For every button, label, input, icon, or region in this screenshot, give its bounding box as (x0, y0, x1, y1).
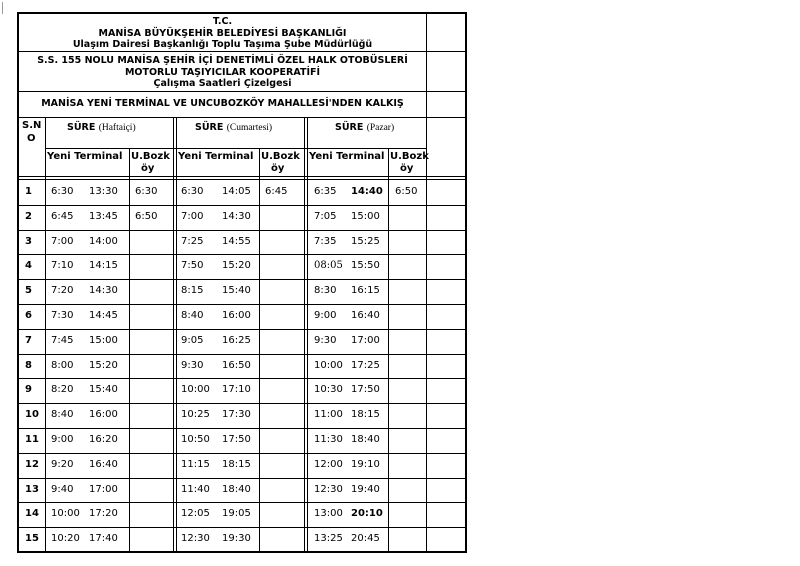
row-number: 15 (25, 533, 39, 545)
row-number: 5 (25, 285, 32, 297)
time-cell: 7:00 (51, 235, 74, 247)
time-cell: 8:20 (51, 384, 74, 396)
time-cell: 16:00 (89, 409, 118, 421)
time-cell: 16:15 (351, 285, 380, 297)
time-cell: 6:30 (135, 186, 158, 197)
time-cell: 10:00 (181, 384, 210, 396)
time-cell: 9:30 (181, 359, 204, 371)
time-cell: 6:45 (51, 210, 74, 222)
time-cell: 13:30 (89, 186, 118, 197)
header-line-tc: T.C. (212, 16, 233, 27)
time-cell: 6:30 (181, 186, 204, 197)
header-line-cooperative-type: MOTORLU TAŞIYICILAR KOOPERATİFİ (124, 66, 321, 78)
time-cell: 9:00 (51, 434, 74, 445)
time-cell: 17:20 (89, 508, 118, 520)
time-cell: 08:05 (314, 260, 343, 272)
time-cell: 15:50 (351, 260, 380, 272)
sure-label: SÜRE (335, 122, 364, 133)
time-cell: 18:15 (222, 458, 251, 470)
col-saturday-ubozkoy-1: U.Bozk (261, 151, 300, 162)
time-cell: 18:40 (351, 434, 380, 445)
page-corner-mark (2, 2, 4, 14)
time-cell: 10:20 (51, 533, 80, 545)
time-cell: 11:00 (314, 409, 343, 421)
time-cell: 17:00 (351, 334, 380, 346)
time-cell: 6:35 (314, 186, 337, 197)
time-cell: 10:50 (181, 434, 210, 445)
time-cell: 7:20 (51, 285, 74, 297)
time-cell: 8:40 (181, 310, 204, 321)
row-number: 10 (25, 409, 39, 421)
time-cell: 15:20 (89, 359, 118, 371)
time-cell: 14:00 (89, 235, 118, 247)
time-cell: 7:10 (51, 260, 74, 272)
time-cell: 9:05 (181, 334, 204, 346)
time-cell: 6:30 (51, 186, 74, 197)
col-saturday-ubozkoy-2: öy (271, 163, 285, 174)
time-cell: 16:25 (222, 334, 251, 346)
time-cell: 13:45 (89, 210, 118, 222)
time-cell: 15:00 (351, 210, 380, 222)
col-weekday-ubozkoy-2: öy (141, 163, 155, 174)
time-cell: 14:15 (89, 260, 118, 272)
time-cell: 8:30 (314, 285, 337, 297)
time-cell: 16:00 (222, 310, 251, 321)
time-cell: 14:30 (89, 285, 118, 297)
header-line-department: Ulaşım Dairesi Başkanlığı Toplu Taşıma Şube Müdürlüğü (72, 39, 373, 50)
time-cell: 20:45 (351, 533, 380, 545)
time-cell: 17:25 (351, 359, 380, 371)
time-cell: 19:10 (351, 458, 380, 470)
time-cell: 14:40 (351, 186, 383, 197)
time-cell: 15:40 (222, 285, 251, 297)
time-cell: 14:45 (89, 310, 118, 321)
time-cell: 10:30 (314, 384, 343, 396)
col-sno-line2: O (27, 133, 36, 144)
time-cell: 7:25 (181, 235, 204, 247)
time-cell: 19:05 (222, 508, 251, 520)
col-sunday-ubozkoy-2: öy (400, 163, 414, 174)
time-cell: 18:40 (222, 483, 251, 495)
time-cell: 9:40 (51, 483, 74, 495)
time-cell: 15:25 (351, 235, 380, 247)
header-line-cooperative-name: S.S. 155 NOLU MANİSA ŞEHİR İÇİ DENETİMLİ ÖZEL HALK OTOBÜSLERİ (37, 55, 408, 66)
time-cell: 12:30 (181, 533, 210, 545)
row-number: 6 (25, 310, 32, 321)
time-cell: 11:15 (181, 458, 210, 470)
time-cell: 16:40 (351, 310, 380, 321)
header-line-schedule-title: Çalışma Saatleri Çizelgesi (153, 78, 292, 89)
time-cell: 9:00 (314, 310, 337, 321)
time-cell: 13:25 (314, 533, 343, 545)
row-number: 7 (25, 334, 32, 346)
row-number: 2 (25, 210, 32, 222)
time-cell: 17:40 (89, 533, 118, 545)
row-number: 12 (25, 458, 39, 470)
time-cell: 17:50 (222, 434, 251, 445)
col-sunday-yeni-terminal: Yeni Terminal (309, 151, 385, 162)
sure-label: SÜRE (67, 122, 96, 133)
time-cell: 12:05 (181, 508, 210, 520)
group-sunday-heading (335, 122, 394, 133)
row-number: 11 (25, 434, 39, 445)
time-cell: 18:15 (351, 409, 380, 421)
time-cell: 6:50 (395, 186, 418, 197)
time-cell: 11:30 (314, 434, 343, 445)
col-sunday-ubozkoy-1: U.Bozk (390, 151, 429, 162)
time-cell: 17:50 (351, 384, 380, 396)
row-number: 9 (25, 384, 32, 396)
row-number: 3 (25, 235, 32, 247)
row-number: 13 (25, 483, 39, 495)
header-line-municipality: MANİSA BÜYÜKŞEHİR BELEDİYESİ BAŞKANLIĞI (98, 27, 347, 39)
route-title: MANİSA YENİ TERMİNAL VE UNCUBOZKÖY MAHALLESİ'NDEN KALKIŞ (41, 98, 404, 109)
table-grid (19, 14, 467, 553)
col-saturday-yeni-terminal: Yeni Terminal (178, 151, 254, 162)
time-cell: 8:15 (181, 285, 204, 297)
time-cell: 7:50 (181, 260, 204, 272)
time-cell: 10:00 (51, 508, 80, 520)
col-weekday-ubozkoy-1: U.Bozk (131, 151, 170, 162)
time-cell: 12:00 (314, 458, 343, 470)
time-cell: 15:20 (222, 260, 251, 272)
time-cell: 7:35 (314, 235, 337, 247)
schedule-sheet (17, 12, 467, 553)
col-sno-line1: S.N (22, 120, 42, 131)
sunday-label: (Pazar) (366, 123, 395, 133)
time-cell: 19:30 (222, 533, 251, 545)
time-cell: 14:55 (222, 235, 251, 247)
time-cell: 16:40 (89, 458, 118, 470)
saturday-label: (Cumartesi) (226, 123, 273, 133)
time-cell: 17:00 (89, 483, 118, 495)
group-weekday-heading (67, 122, 136, 133)
time-cell: 15:40 (89, 384, 118, 396)
row-number: 4 (25, 260, 32, 272)
time-cell: 19:40 (351, 483, 380, 495)
time-cell: 17:10 (222, 384, 251, 396)
time-cell: 7:30 (51, 310, 74, 321)
time-cell: 17:30 (222, 409, 251, 421)
time-cell: 7:45 (51, 334, 74, 346)
time-cell: 13:00 (314, 508, 343, 520)
time-cell: 9:30 (314, 334, 337, 346)
time-cell: 7:00 (181, 210, 204, 222)
row-number: 1 (25, 186, 32, 197)
time-cell: 10:25 (181, 409, 210, 421)
time-cell: 16:20 (89, 434, 118, 445)
time-cell: 6:50 (135, 210, 158, 222)
group-saturday-heading (195, 122, 272, 133)
time-cell: 6:45 (265, 186, 288, 197)
time-cell: 10:00 (314, 359, 343, 371)
weekday-label: (Haftaiçi) (98, 123, 136, 133)
time-cell: 11:40 (181, 483, 210, 495)
time-cell: 8:40 (51, 409, 74, 421)
row-number: 14 (25, 508, 39, 520)
time-cell: 12:30 (314, 483, 343, 495)
time-cell: 7:05 (314, 210, 337, 222)
time-cell: 20:10 (351, 508, 383, 520)
time-cell: 9:20 (51, 458, 74, 470)
time-cell: 16:50 (222, 359, 251, 371)
time-cell: 14:05 (222, 186, 251, 197)
row-number: 8 (25, 359, 32, 371)
time-cell: 15:00 (89, 334, 118, 346)
col-weekday-yeni-terminal: Yeni Terminal (47, 151, 123, 162)
time-cell: 14:30 (222, 210, 251, 222)
sure-label: SÜRE (195, 122, 224, 133)
time-cell: 8:00 (51, 359, 74, 371)
